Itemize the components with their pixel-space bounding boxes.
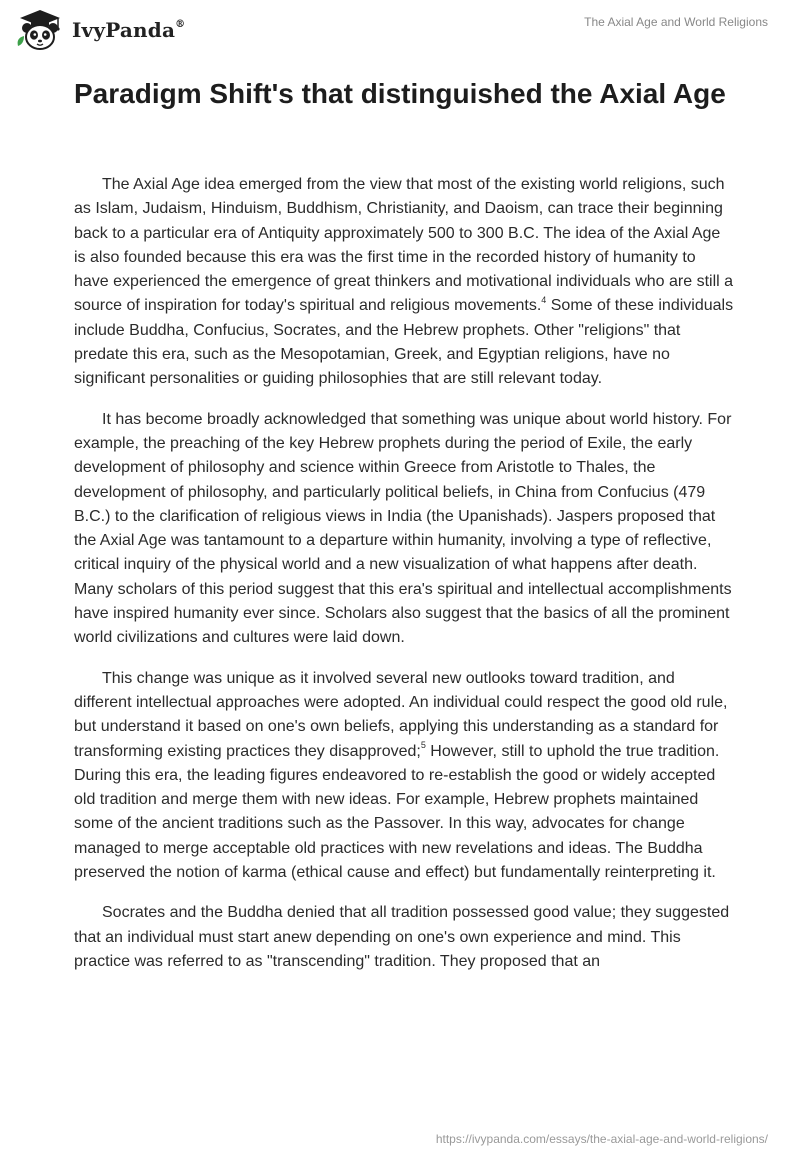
panda-graduate-icon (14, 8, 66, 52)
footnote-ref[interactable]: 4 (541, 295, 547, 306)
page-header (0, 0, 800, 70)
document-title: The Axial Age and World Religions (584, 15, 768, 29)
brand-name: IvyPanda® (72, 18, 186, 42)
paragraph: It has become broadly acknowledged that something was unique about world history. For example, the preaching of the key Hebrew prophets during the period of Exile, the early development of philosophy and science within Greece from Aristotle to Thales, the development of philosophy, and particularly political beliefs, in China from Confucius (479 B.C.) to the clarification of religious views in India (the Upanishads). Jaspers proposed that the Axial Age was tantamount to a departure within humanity, involving a type of reflective, critical inquiry of the physical world and a new visualization of what happens after death. Many scholars of this period suggest that this era's spiritual and intellectual accomplishments have inspired humanity ever since. Scholars also suggest that the basics of all the prominent world civilizations and cultures were laid down. (74, 410, 732, 647)
paragraph: The Axial Age idea emerged from the view that most of the existing world religions, such as Islam, Judaism, Hinduism, Buddhism, Christianity, and Daoism, can trace their beginning back to a particular era of Antiquity approximately 500 to 300 B.C. The idea of the Axial Age is also founded because this era was the first time in the recorded history of humanity to have experienced the emergence of great thinkers and motivational individuals who are still a source of inspiration for today's spiritual and religious movements.$^4$ Some of these individuals include Buddha, Confucius, Socrates, and the Hebrew prophets. Other "religions" that predate this era, such as the Mesopotamian, Greek, and Egyptian religions, have no significant personalities or guiding philosophies that are still relevant today. (74, 176, 734, 388)
source-url[interactable]: https://ivypanda.com/essays/the-axial-age-and-world-religions/ (435, 1132, 768, 1146)
footnote-ref[interactable]: 5 (420, 740, 426, 751)
article-body (74, 173, 734, 990)
page-title: Paradigm Shift's that distinguished the Axial Age (74, 78, 726, 109)
paragraph: This change was unique as it involved several new outlooks toward tradition, and different intellectual approaches were adopted. An individual could respect the good old rule, but understand it based on one's own beliefs, applying this understanding as a standard for transforming existing practices they disapproved;$^5$ However, still to uphold the true tradition. During this era, the leading figures endeavored to re-establish the good or widely accepted old tradition and merge them with new ideas. For example, Hebrew prophets maintained some of the ancient traditions such as the Passover. In this way, advocates for change managed to merge acceptable old practices with new revelations and ideas. The Buddha preserved the notion of karma (ethical cause and effect) but fundamentally reinterpreting it. (74, 669, 728, 882)
ivypanda-logo[interactable] (14, 8, 185, 52)
paragraph: Socrates and the Buddha denied that all tradition possessed good value; they suggested that an individual must start anew depending on one's own experience and mind. This practice was referred to as "transcending" tradition. They proposed that an (74, 904, 730, 970)
